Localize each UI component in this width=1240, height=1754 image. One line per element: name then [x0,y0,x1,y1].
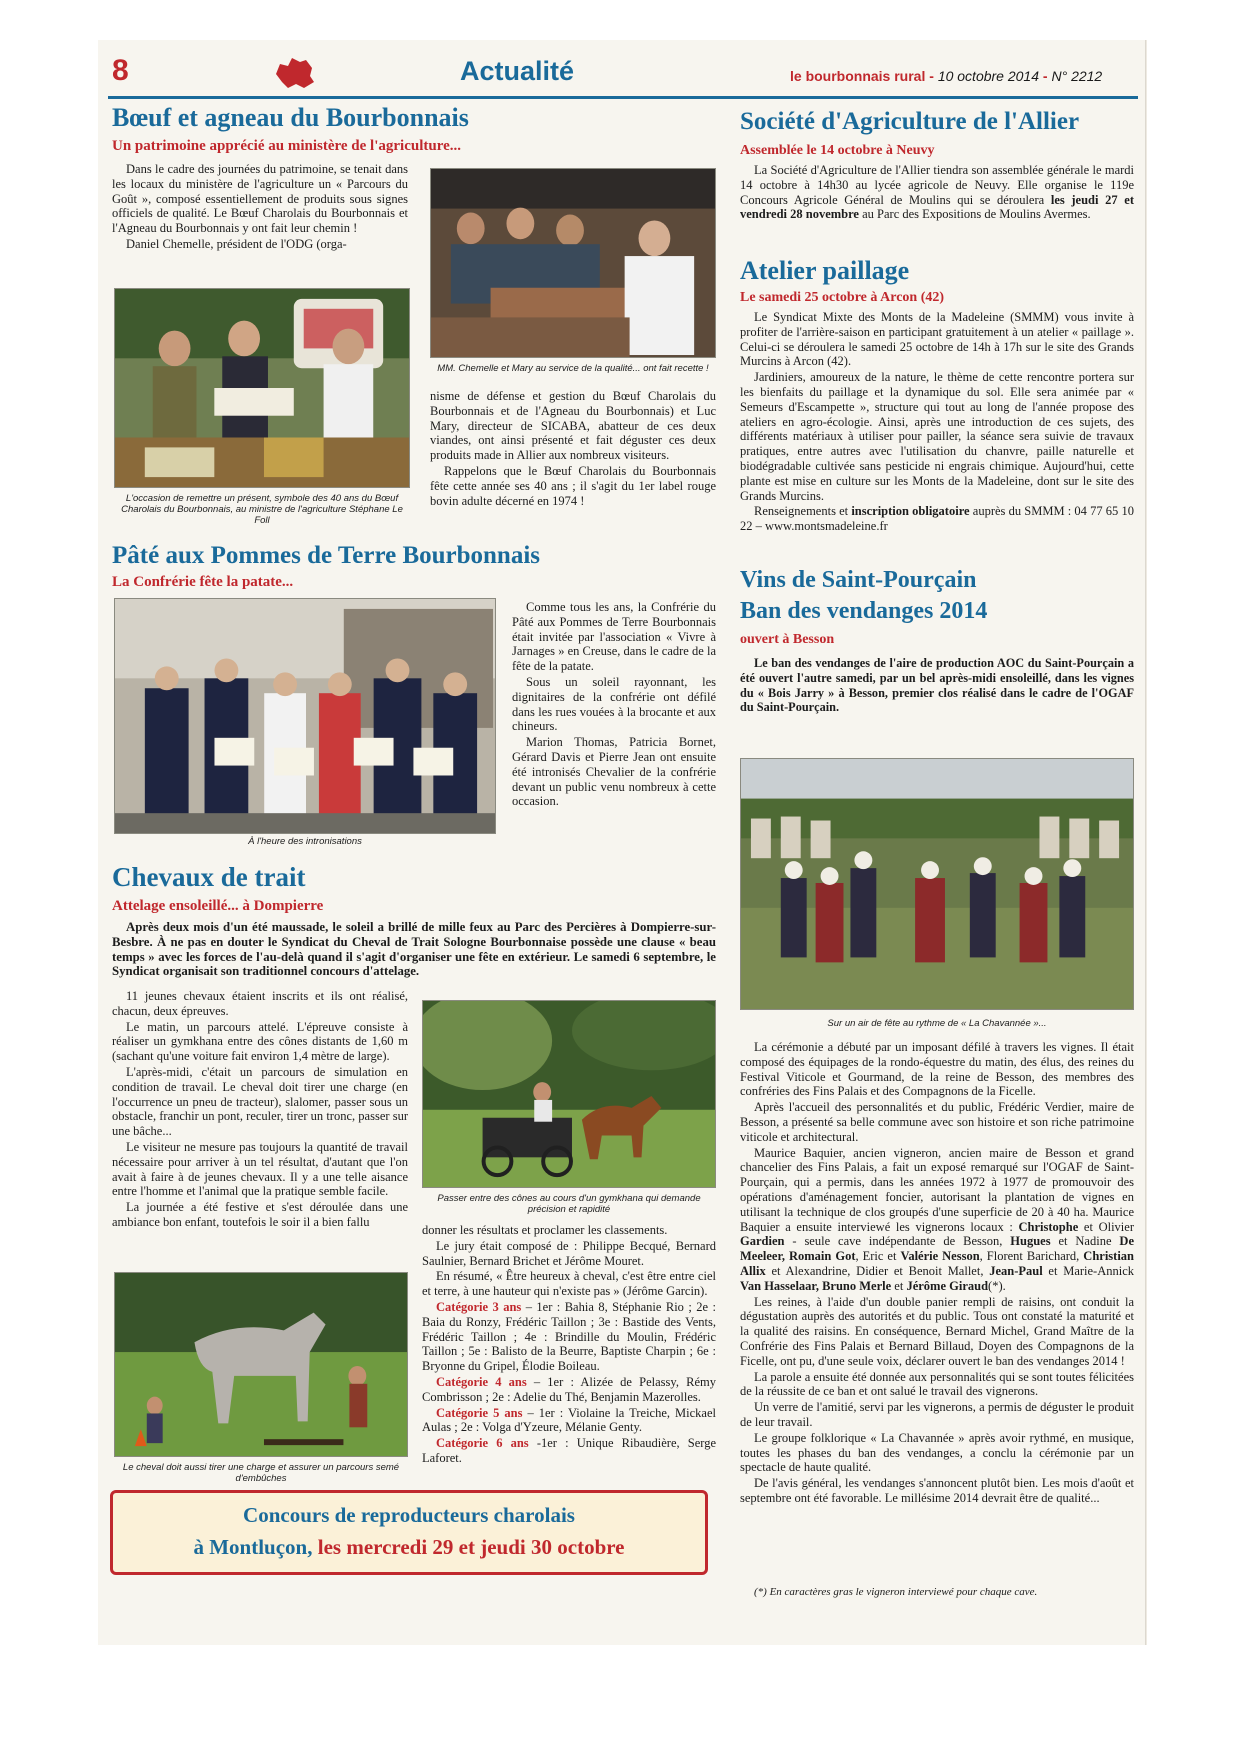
pate-paragraph: Comme tous les ans, la Confrérie du Pâté aux Pommes de Terre Bourbonnais était invitée par l'association « Vivre à Jarnages » en Creuse, dans le cadre de la fête de la patate. [512,600,716,674]
chevaux-kicker: Attelage ensoleillé... à Dompierre [112,898,324,914]
gymkhana-caption: Passer entre des cônes au cours d'un gymkhana qui demande précision et rapidité [437,1193,701,1215]
category-results: – 1er : Bahia 8, Stéphanie Rio ; 2e : Baia du Ronzy, Frédéric Taillon ; 3e : Bastide des Vents, Frédéric Taillon ; 4e : Brindille du Moulin, Frédéric Taillon ; 5e : Balisto de la Beurre, Baptiste Charpin ; 6e : Bryonne du Gripel, Élodie Boileau. [422,1299,717,1374]
societe-kicker: Assemblée le 14 octobre à Neuvy [740,143,935,158]
chavannee-caption: Sur un air de fête au rythme de « La Chavannée »... [827,1018,1047,1029]
minister-photo-caption: L'occasion de remettre un présent, symbole des 40 ans du Bœuf Charolais du Bourbonnais, au ministre de l'agriculture Stéphane Le Foll [121,493,403,526]
chevaux-paragraph: Le matin, un parcours attelé. L'épreuve consiste à réaliser un gymkhana entre des cônes distants de 1,60 m (sachant qu'une voiture fait environ 1,4 mètre de large). [112,1019,408,1064]
societe-text [740,163,1134,223]
category-label: Catégorie 6 ans [436,1436,529,1451]
vins-paragraph: La cérémonie a débuté par un imposant défilé à travers les vignes. Il était composé des équipages de la rondo-équestre du matin, des élus, des reines du Festival Viticole et Gourmand, de la reine de Besson, des membres des confréries des Fins Palais et des Compagnons de la Ficelle. [740,1040,1134,1099]
category-results: -1er : Unique Ribaudière, Serge Laforet. [422,1436,716,1465]
boeuf-paragraph: Dans le cadre des journées du patrimoine, se tenait dans les locaux du ministère de l'agriculture un « Parcours du Goût », composé essentiellement de produits sous signes officiels de qualité. Le Bœuf Charolais du Bourbonnais et l'Agneau du Bourbonnais y ont fait leur chemin ! [112,162,408,236]
boeuf-kicker: Un patrimoine apprécié au ministère de l'agriculture... [112,138,461,154]
brand-name: le bourbonnais rural [790,68,926,84]
section-title: Actualité [460,56,575,86]
pate-headline: Pâté aux Pommes de Terre Bourbonnais [112,542,541,569]
intronisations-photo [114,598,496,834]
boeuf-intro [112,162,408,253]
boeuf-paragraph: Daniel Chemelle, président de l'ODG (orga- [126,236,347,251]
chevaux-column-1 [112,989,408,1231]
category-label: Catégorie 4 ans [436,1374,527,1389]
boeuf-continuation [430,389,716,509]
category-results: – 1er : Alizée de Pelassy, Rémy Combrisson ; 2e : Adelie du Thé, Benjamin Mazerolles. [422,1374,716,1404]
pate-paragraph: Marion Thomas, Patricia Bornet, Gérard Davis et Pierre Jean ont ensuite été intronisés Chevalier de la confrérie devant un public venu nombreux à cette occasion. [512,735,716,809]
gymkhana-photo [422,1000,716,1188]
chevaux-paragraph: donner les résultats et proclamer les classements. [422,1223,668,1237]
category-label: Catégorie 3 ans [436,1299,522,1314]
atelier-paragraph: Jardiniers, amoureux de la nature, le thème de cette rencontre portera sur les bienfaits du paillage et la dynamique du sol. Elle sera animée par « Semeurs d'Escampette », structure qui tout au long de l'année propose des ateliers en agro-écologie. Ainsi, après une introduction de ces sujets, des différents matériaux à utiliser pour pailler, la séance sera suivie de travaux pratiques, entre autres avec l'utilisation du chanvre, paille naturelle et biodégradable cultivée sans pesticide ni engrais chimique. Aujourd'hui, cette plante est mise en culture sur les Monts de la Madeleine, dont sur le site des Grands Murcins. [740,370,1134,503]
issue-number: N° 2212 [1051,68,1103,84]
banner-title: Concours de reproducteurs charolais [243,1503,575,1527]
event-banner [110,1490,708,1575]
atelier-headline: Atelier paillage [740,256,910,285]
vins-paragraph-vignerons: Maurice Baquier, ancien vigneron, ancien maire de Besson et grand chancelier des Fins Palais, a fait un exposé remarqué sur l'OGAF de Saint-Pourçain, qui a permis, dans les années 1972 à 1977 de promouvoir des opérations d'aménagement foncier, autorisant la plantation de vignes en utilisant la technique de clos groupés d'une superficie de 20 à 40 ha. Maurice Baquier a ensuite interviewé les vignerons locaux : Christophe et Olivier Gardien - seule cave indépendante de Besson, Hugues et Nadine De Meeleer, Romain Got, Eric et Valérie Nesson, Florent Barichard, Christian Allix et Alexandrine, Didier et Benoit Mallet, Jean-Paul et Marie-Annick Van Hasselaar, Bruno Merle et Jérôme Giraud(*). [740,1145,1135,1293]
results-category-4 [422,1375,716,1405]
vins-lead-paragraph: Le ban des vendanges de l'aire de production AOC du Saint-Pourçain a été ouvert l'autre samedi, par un bel après-midi ensoleillé, dans les vignes du « Bois Jarry » à Besson, premier clos réalisé dans le cadre de l'OGAF du Saint-Pourçain. [740,656,1134,715]
vins-text [740,1040,1134,1507]
page-number: 8 [112,54,129,87]
vins-paragraph: Après l'accueil des personnalités et du public, Frédéric Verdier, maire de Besson, a présenté sa belle commune avec son histoire et son riche patrimoine viticole et architectural. [740,1100,1134,1144]
atelier-text [740,310,1134,535]
vins-kicker: ouvert à Besson [740,632,835,647]
category-label: Catégorie 5 ans [436,1405,523,1420]
vins-lead [740,656,1134,715]
vins-paragraph: La parole a ensuite été donnée aux personnalités qui se sont toutes félicitées de la réussite de ce ban et ont salué le travail des vignerons. [740,1369,1134,1399]
chevaux-paragraph: Le visiteur ne mesure pas toujours la quantité de travail nécessaire pour arriver à un tel résultat, d'autant que l'on avait à faire à de jeunes chevaux. Il y a une telle aisance entre l'homme et l'animal que la pratique semble facile. [112,1139,408,1199]
results-category-5 [422,1406,716,1436]
category-results: – 1er : Violaine la Treiche, Mickael Aulas ; 2e : Volga d'Yzeure, Mélanie Genty. [422,1405,716,1435]
societe-paragraph: La Société d'Agriculture de l'Allier tiendra son assemblée générale le mardi 14 octobre à 14h30 au lycée agricole de Neuvy. Elle organise le 119e Concours Agricole Général de Moulins qui se déroulera les jeudi 27 et vendredi 28 novembre au Parc des Expositions de Moulins Avermes. [740,163,1135,222]
chevaux-lead [112,920,716,979]
vins-headline-line-1: Vins de Saint-Pourçain [740,567,977,593]
chevaux-headline: Chevaux de trait [112,862,306,892]
chevaux-paragraph: Le jury était composé de : Philippe Becqué, Bernard Saulnier, Bernard Brichet et Jérôme Mouret. [422,1238,716,1268]
vins-paragraph: Les reines, à l'aide d'un double panier rempli de raisins, ont conduit la dégustation auprès des autorités et du public. Tous ont constaté la maturité et la qualité des raisins. En conséquence, Bernard Michel, Grand Maître de la Confrérie des Fins Palais et Bernard Billaud, Doyen des Compagnons de la Ficelle, ont pu, d'une seule voix, déclarer ouvert le ban des vendanges 2014 ! [740,1294,1134,1368]
chevaux-paragraph: 11 jeunes chevaux étaient inscrits et ils ont réalisé, chacun, deux épreuves. [112,989,408,1018]
pate-paragraph: Sous un soleil rayonnant, les dignitaires de la confrérie ont défilé dans les rues vouées à la brocante et aux chineurs. [512,674,716,734]
issue-date: 10 octobre 2014 [937,68,1040,84]
banner-dates: les mercredi 29 et jeudi 30 octobre [312,1535,625,1559]
pate-text [512,600,716,810]
societe-headline: Société d'Agriculture de l'Allier [740,108,1080,135]
chevaux-paragraph: En résumé, « Être heureux à cheval, c'est être entre ciel et terre, à une hauteur qui n'existe pas » (Jérôme Garcin). [422,1269,716,1299]
chevaux-paragraph: L'après-midi, c'était un parcours de simulation en condition de travail. Le cheval doit tirer une charge (en l'occurrence un pneu de tracteur), slalomer, passer sous un obstacle, franchir un pont, reculer, tirer un tronc, passer sur une bâche... [112,1064,408,1139]
tasting-photo [430,168,716,358]
header-rule [108,96,1138,99]
minister-photo [114,288,410,488]
chevaux-column-2 [422,1223,716,1467]
horse-charge-caption: Le cheval doit aussi tirer une charge et assurer un parcours semé d'embûches [122,1462,400,1484]
atelier-paragraph: Renseignements et inscription obligatoire auprès du SMMM : 04 77 65 10 22 – www.montsmadeleine.fr [740,504,1134,534]
banner-place: à Montluçon, [193,1535,313,1559]
vins-footnote: (*) En caractères gras le vigneron interviewé pour chaque cave. [754,1586,1038,1598]
atelier-paragraph: Le Syndicat Mixte des Monts de la Madeleine (SMMM) vous invite à profiter de l'arrière-saison en participant gratuitement à un atelier « paillage ». Celui-ci se déroulera le samedi 25 octobre de 14h à 17h sur le site des Grands Murcins à Arcon (42). [740,310,1134,369]
allier-map-icon [270,54,318,92]
vins-headline-line-2: Ban des vendanges 2014 [740,598,988,624]
chavannee-dance-photo [740,758,1134,1010]
vins-paragraph: Un verre de l'amitié, servi par les vignerons, a permis de déguster le produit de leur travail. [740,1400,1134,1429]
intronisations-caption: À l'heure des intronisations [248,836,362,847]
pate-kicker: La Confrérie fête la patate... [112,574,294,590]
horse-charge-photo [114,1272,408,1457]
boeuf-headline: Bœuf et agneau du Bourbonnais [112,103,469,132]
atelier-kicker: Le samedi 25 octobre à Arcon (42) [740,290,945,305]
tasting-photo-caption: MM. Chemelle et Mary au service de la qualité... ont fait recette ! [437,363,709,374]
issue-line: le bourbonnais rural - 10 octobre 2014 - N° 2212 [790,68,1103,84]
boeuf-paragraph: nisme de défense et gestion du Bœuf Charolais du Bourbonnais et de l'Agneau du Bourbonnais) et Luc Mary, directeur de SICABA, abatteur de ces deux viandes, ont ainsi présenté et fait déguster ces deux produits made in Allier aux nombreux visiteurs. [430,389,716,463]
vins-paragraph: De l'avis général, les vendanges s'annoncent plutôt bien. Les mois d'août et septembre ont été favorable. Le millésime 2014 devrait être de qualité... [740,1476,1134,1505]
vins-paragraph: Le groupe folklorique « La Chavannée » après avoir rythmé, en musique, toutes les phases du ban des vendanges, a conclu la cérémonie par un spectacle de haute qualité. [740,1430,1134,1475]
banner-details [113,1535,705,1560]
boeuf-paragraph: Rappelons que le Bœuf Charolais du Bourbonnais fête cette année ses 40 ans ; il s'agit du 1er label rouge bovin adulte décerné en 1974 ! [430,463,716,508]
chevaux-paragraph: La journée a été festive et s'est déroulée dans une ambiance bon enfant, toutefois le soir il a bien fallu [112,1200,408,1229]
results-category-3 [422,1300,716,1374]
results-category-6 [422,1436,716,1466]
chevaux-lead-paragraph: Après deux mois d'un été maussade, le soleil a brillé de mille feux au Parc des Percières à Dompierre-sur-Besbre. À ne pas en douter le Syndicat du Cheval de Trait Sologne Bourbonnaise possède une clause « beau temps » avec les forces de l'au-delà quand il s'agit d'organiser une fête en extérieur. Le samedi 6 septembre, le Syndicat organisait son traditionnel concours d'attelage. [112,920,716,979]
